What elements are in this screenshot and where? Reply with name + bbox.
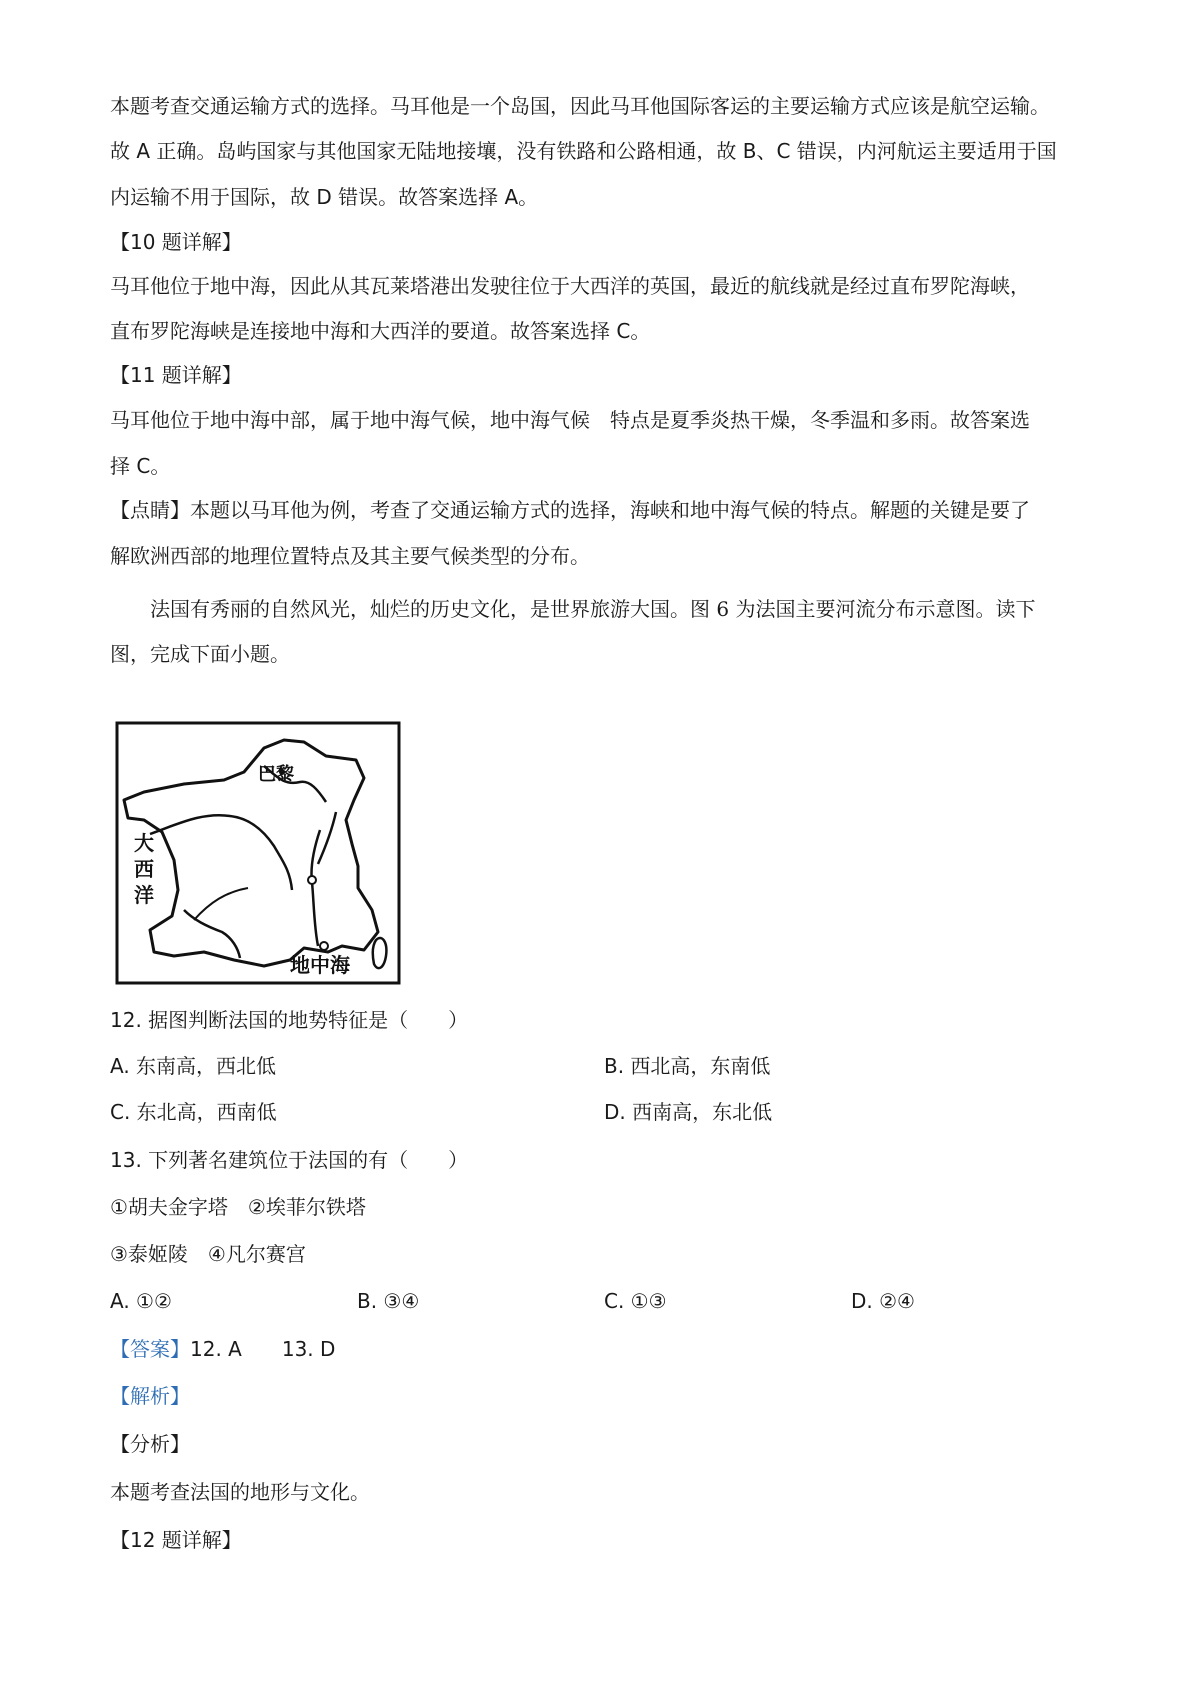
dianjing-line: 【点睛】本题以马耳他为例，考查了交通运输方式的选择，海峡和地中海气候的特点。解题的关键是要了 [110,498,1030,522]
label-atlantic-1: 大 [134,831,154,855]
section-heading-11: 【11 题详解】 [110,363,242,387]
section-heading-12: 【12 题详解】 [110,1528,242,1552]
paragraph-line: 马耳他位于地中海，因此从其瓦莱塔港出发驶往位于大西洋的英国，最近的航线就是经过直布罗陀海峡， [110,274,1030,298]
q13-option-b: B. ③④ [357,1289,420,1313]
paragraph-line: 直布罗陀海峡是连接地中海和大西洋的要道。故答案选择 C。 [110,319,651,343]
q13-items-line: ③泰姬陵 ④凡尔赛宫 [110,1242,306,1266]
section-heading-10: 【10 题详解】 [110,230,242,254]
paragraph-line: 马耳他位于地中海中部，属于地中海气候，地中海气候 特点是夏季炎热干燥，冬季温和多雨。故答案选 [110,408,1030,432]
intro-line: 法国有秀丽的自然风光，灿烂的历史文化，是世界旅游大国。图 6 为法国主要河流分布示意图。读下 [150,597,1036,621]
france-river-map [114,720,402,986]
paragraph-line: 故 A 正确。岛屿国家与其他国家无陆地接壤，没有铁路和公路相通，故 B、C 错误，内河航运主要适用于国 [110,139,1057,163]
q12-stem: 12. 据图判断法国的地势特征是（ ） [110,1008,469,1032]
q12-option-a: A. 东南高，西北低 [110,1054,277,1078]
dianjing-line: 解欧洲西部的地理位置特点及其主要气候类型的分布。 [110,544,590,568]
q13-option-d: D. ②④ [851,1289,915,1313]
answer-tag: 【答案】 [110,1337,190,1361]
q12-option-c: C. 东北高，西南低 [110,1100,277,1124]
label-atlantic-3: 洋 [134,883,154,907]
city-marseille [320,942,328,950]
q13-option-a: A. ①② [110,1289,172,1313]
paragraph-line: 内运输不用于国际，故 D 错误。故答案选择 A。 [110,185,539,209]
fenxi-text: 本题考查法国的地形与文化。 [110,1480,370,1504]
city-lyon [308,876,316,884]
q13-option-c: C. ①③ [604,1289,667,1313]
answer-text: 12. A 13. D [190,1337,336,1361]
intro-line: 图，完成下面小题。 [110,642,290,666]
q12-option-d: D. 西南高，东北低 [604,1100,773,1124]
q13-items-line: ①胡夫金字塔 ②埃菲尔铁塔 [110,1195,366,1219]
analysis-tag: 【解析】 [110,1384,190,1408]
paragraph-line: 本题考查交通运输方式的选择。马耳他是一个岛国，因此马耳他国际客运的主要运输方式应该是航空运输。 [110,94,1050,118]
label-atlantic-2: 西 [134,857,154,881]
answer-line [110,1335,335,1363]
label-mediterranean: 地中海 [290,953,350,977]
q13-stem: 13. 下列著名建筑位于法国的有（ ） [110,1148,469,1172]
label-paris: 巴黎 [258,764,294,785]
fenxi-heading: 【分析】 [110,1432,190,1456]
q12-option-b: B. 西北高，东南低 [604,1054,771,1078]
paragraph-line: 择 C。 [110,454,171,478]
